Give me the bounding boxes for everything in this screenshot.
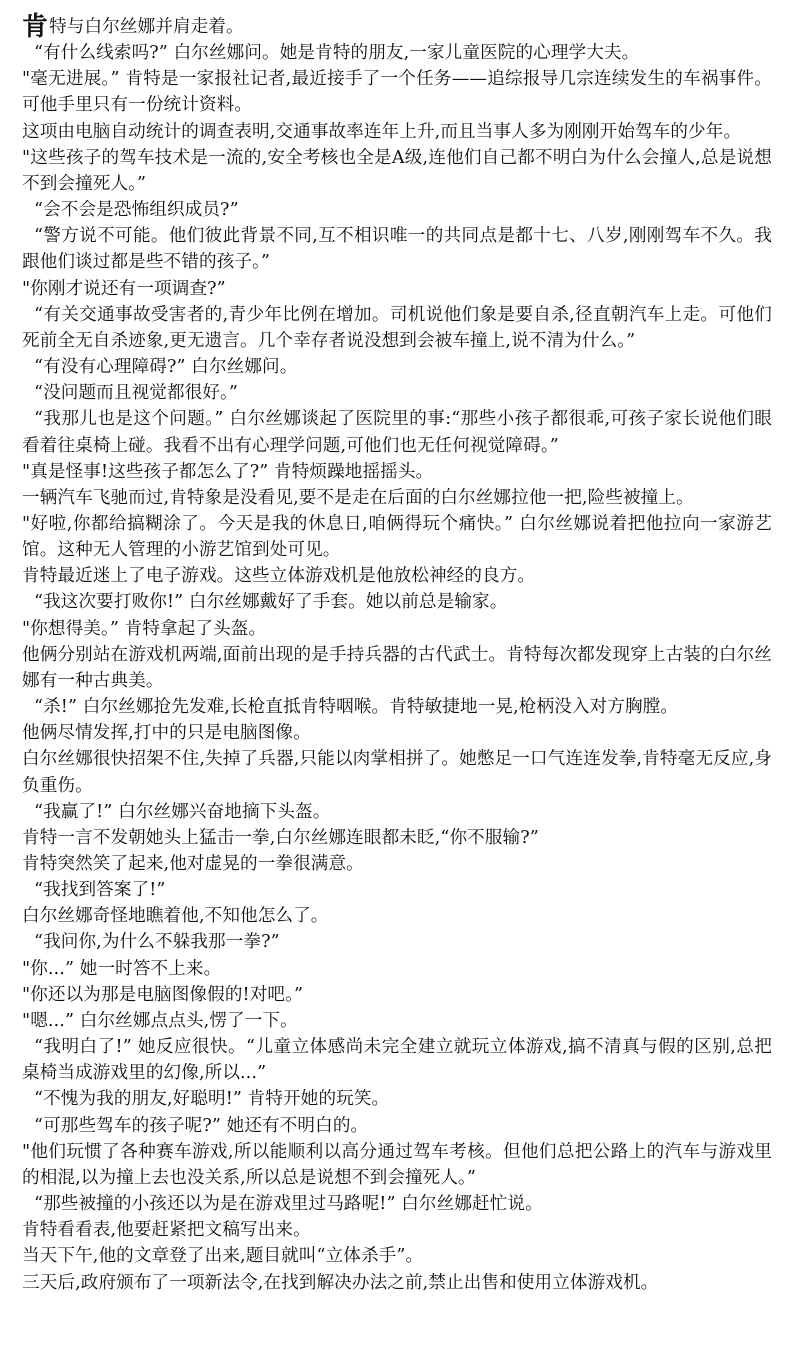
paragraph-text: 肯特一言不发朝她头上猛击一拳,白尔丝娜连眼都未眨,“你不服输?” bbox=[22, 827, 539, 848]
article-paragraph bbox=[22, 851, 772, 877]
article-body bbox=[22, 14, 772, 1296]
article-paragraph bbox=[22, 1139, 772, 1191]
paragraph-text: 肯特看看表,他要赶紧把文稿写出来。 bbox=[22, 1220, 311, 1241]
paragraph-text: “可那些驾车的孩子呢?” 她还有不明白的。 bbox=[34, 1115, 369, 1136]
paragraph-text: 他俩分别站在游戏机两端,面前出现的是手持兵器的古代武士。肯特每次都发现穿上古装的白尔丝娜有一种古典美。 bbox=[22, 644, 772, 691]
article-paragraph bbox=[22, 929, 772, 955]
article-paragraph bbox=[22, 1270, 772, 1296]
paragraph-text: "毫无进展。” 肯特是一家报社记者,最近接手了一个任务——追综报导几宗连续发生的车祸事件。可他手里只有一份统计资料。 bbox=[22, 69, 772, 116]
paragraph-text: 这项由电脑自动统计的调查表明,交通事故率连年上升,而且当事人多为刚刚开始驾车的少年。 bbox=[22, 121, 742, 142]
article-paragraph bbox=[22, 1034, 772, 1086]
article-paragraph bbox=[22, 485, 772, 511]
paragraph-text: "嗯...” 白尔丝娜点点头,愣了一下。 bbox=[22, 1010, 298, 1031]
article-paragraph bbox=[22, 223, 772, 275]
paragraph-text: 当天下午,他的文章登了出来,题目就叫“立体杀手”。 bbox=[22, 1246, 424, 1267]
article-paragraph bbox=[22, 1243, 772, 1269]
article-paragraph bbox=[22, 982, 772, 1008]
paragraph-text: “有关交通事故受害者的,青少年比例在增加。司机说他们象是要自杀,径直朝汽车上走。可他们死前全无自杀迹象,更无遗言。几个幸存者说没想到会被车撞上,说不清为什么。” bbox=[22, 304, 772, 351]
paragraph-text: “会不会是恐怖组织成员?” bbox=[34, 200, 239, 221]
article-paragraph bbox=[22, 66, 772, 118]
article-paragraph bbox=[22, 825, 772, 851]
paragraph-text: "这些孩子的驾车技术是一流的,安全考核也全是A级,连他们自己都不明白为什么会撞人,总是说想不到会撞死人。” bbox=[22, 147, 772, 194]
article-paragraph bbox=[22, 119, 772, 145]
paragraph-text: 一辆汽车飞驰而过,肯特象是没看见,要不是走在后面的白尔丝娜拉他一把,险些被撞上。 bbox=[22, 487, 694, 508]
article-paragraph bbox=[22, 302, 772, 354]
article-paragraph bbox=[22, 406, 772, 458]
paragraph-text: 白尔丝娜很快招架不住,失掉了兵器,只能以肉掌相拼了。她憋足一口气连连发拳,肯特毫无反应,身负重伤。 bbox=[22, 749, 772, 796]
article-paragraph bbox=[22, 589, 772, 615]
article-paragraph bbox=[22, 40, 772, 66]
paragraph-text: “警方说不可能。他们彼此背景不同,互不相识唯一的共同点是都十七、八岁,刚刚驾车不久。我跟他们谈过都是些不错的孩子。” bbox=[22, 226, 772, 273]
article-paragraph bbox=[22, 877, 772, 903]
article-paragraph bbox=[22, 746, 772, 798]
article-paragraph bbox=[22, 459, 772, 485]
article-paragraph bbox=[22, 720, 772, 746]
article-paragraph bbox=[22, 511, 772, 563]
paragraph-text: “那些被撞的小孩还以为是在游戏里过马路呢!” 白尔丝娜赶忙说。 bbox=[34, 1194, 543, 1215]
paragraph-text: 肯特最近迷上了电子游戏。这些立体游戏机是他放松神经的良方。 bbox=[22, 566, 536, 587]
paragraph-text: "好啦,你都给搞糊涂了。今天是我的休息日,咱俩得玩个痛快。” 白尔丝娜说着把他拉向一家游艺馆。这种无人管理的小游艺馆到处可见。 bbox=[22, 513, 772, 561]
paragraph-text: “不愧为我的朋友,好聪明!” 肯特开她的玩笑。 bbox=[34, 1089, 390, 1110]
paragraph-text: 三天后,政府颁布了一项新法令,在找到解决办法之前,禁止出售和使用立体游戏机。 bbox=[22, 1272, 659, 1293]
paragraph-text: "真是怪事!这些孩子都怎么了?” 肯特烦躁地摇摇头。 bbox=[22, 461, 434, 482]
article-paragraph bbox=[22, 354, 772, 380]
article-paragraph bbox=[22, 563, 772, 589]
article-paragraph bbox=[22, 1191, 772, 1217]
paragraph-text: “有什么线索吗?” 白尔丝娜问。她是肯特的朋友,一家儿童医院的心理学大夫。 bbox=[34, 43, 640, 64]
article-paragraph bbox=[22, 1217, 772, 1243]
article-paragraph bbox=[22, 145, 772, 197]
paragraph-text: “我那儿也是这个问题。” 白尔丝娜谈起了医院里的事:“那些小孩子都很乖,可孩子家长说他们眼看着往桌椅上碰。我看不出有心理学问题,可他们也无任何视觉障碍。” bbox=[22, 409, 772, 456]
article-paragraph bbox=[22, 1086, 772, 1112]
article-paragraph bbox=[22, 694, 772, 720]
article-paragraph bbox=[22, 616, 772, 642]
article-paragraph bbox=[22, 1113, 772, 1139]
paragraph-text: "你刚才说还有一项调查?” bbox=[22, 278, 226, 299]
paragraph-text: “我问你,为什么不躲我那一拳?” bbox=[34, 932, 280, 953]
paragraph-text: “有没有心理障碍?” 白尔丝娜问。 bbox=[34, 357, 298, 378]
paragraph-text: 肯特突然笑了起来,他对虚晃的一拳很满意。 bbox=[22, 854, 364, 874]
paragraph-text: “我这次要打败你!” 白尔丝娜戴好了手套。她以前总是输家。 bbox=[34, 592, 508, 613]
article-paragraph bbox=[22, 14, 772, 40]
article-paragraph bbox=[22, 642, 772, 694]
paragraph-text: "你还以为那是电脑图像假的!对吧。” bbox=[22, 984, 304, 1005]
paragraph-text: “我找到答案了!” bbox=[34, 880, 166, 901]
article-paragraph bbox=[22, 1008, 772, 1034]
article-paragraph bbox=[22, 276, 772, 302]
drop-cap: 肯 bbox=[22, 12, 49, 42]
article-paragraph bbox=[22, 903, 772, 929]
paragraph-text: “没问题而且视觉都很好。” bbox=[34, 383, 239, 404]
paragraph-text: 白尔丝娜奇怪地瞧着他,不知他怎么了。 bbox=[22, 906, 329, 927]
paragraph-text: 特与白尔丝娜并肩走着。 bbox=[49, 17, 244, 37]
article-paragraph bbox=[22, 197, 772, 223]
paragraph-text: “我明白了!” 她反应很快。“儿童立体感尚未完全建立就玩立体游戏,搞不清真与假的区别,总把桌椅当成游戏里的幻像,所以...” bbox=[22, 1037, 772, 1084]
paragraph-text: “杀!” 白尔丝娜抢先发难,长枪直抵肯特咽喉。肯特敏捷地一晃,枪柄没入对方胸膛。 bbox=[34, 697, 679, 718]
paragraph-text: 他俩尽情发挥,打中的只是电脑图像。 bbox=[22, 723, 311, 744]
paragraph-text: "你想得美。” 肯特拿起了头盔。 bbox=[22, 618, 267, 639]
paragraph-text: "你...” 她一时答不上来。 bbox=[22, 958, 222, 979]
paragraph-text: "他们玩惯了各种赛车游戏,所以能顺利以高分通过驾车考核。但他们总把公路上的汽车与游戏里的相混,以为撞上去也没关系,所以总是说想不到会撞死人。” bbox=[22, 1141, 772, 1188]
article-paragraph bbox=[22, 380, 772, 406]
article-paragraph bbox=[22, 956, 772, 982]
paragraph-text: “我赢了!” 白尔丝娜兴奋地摘下头盔。 bbox=[34, 801, 331, 822]
article-paragraph bbox=[22, 799, 772, 825]
